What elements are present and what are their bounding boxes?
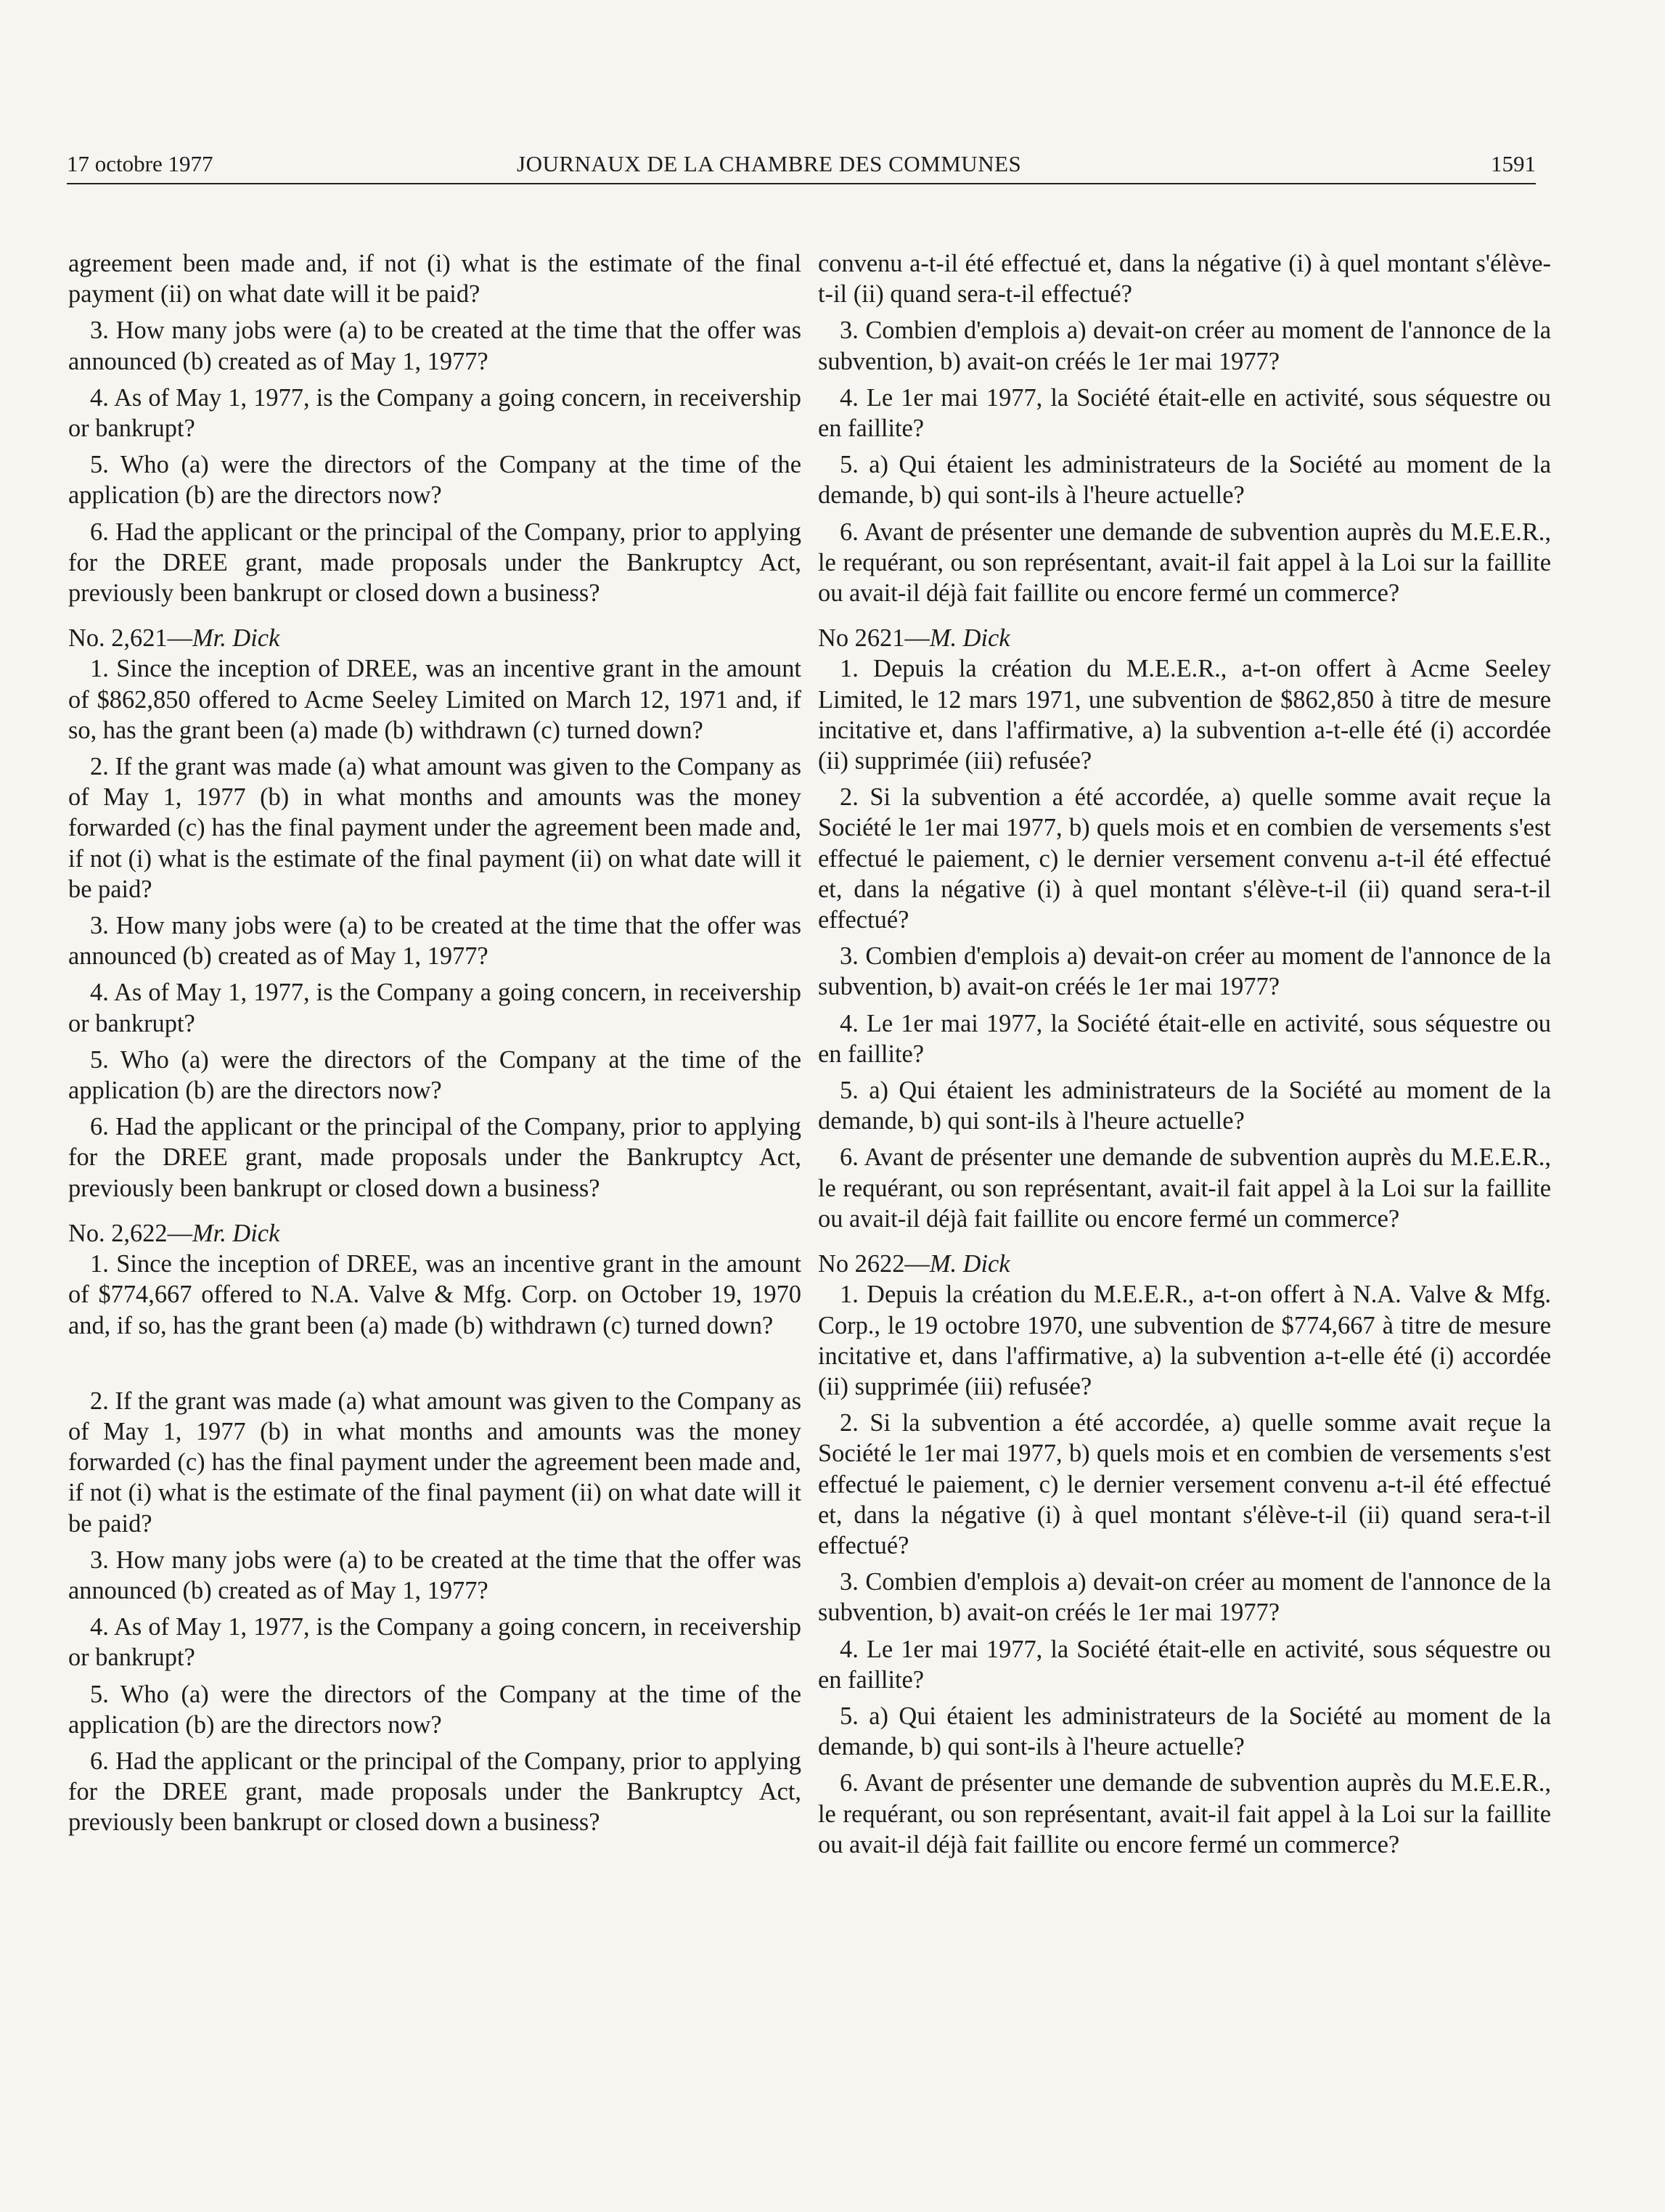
continued-paragraph: agreement been made and, if not (i) what is the estimate of the final payment (ii) on what date will it be paid? [68,250,801,309]
question-6: 6. Had the applicant or the principal of the Company, prior to applying for the DREE grant, made proposals under the Bankruptcy Act, previously been bankrupt or closed down a business? [68,518,801,608]
question-number: No 2621— [818,624,930,653]
english-column [68,248,801,1838]
question-heading-2622 [68,1218,801,1249]
page-number: 1591 [1491,151,1536,176]
question-1: 1. Since the inception of DREE, was an incentive grant in the amount of $862,850 offered to Acme Seeley Limited on March 12, 1971 and, if so, has the grant been (a) made (b) withdrawn (c) turned down? [68,655,801,744]
question-number: No. 2,621— [68,624,192,653]
question-3: 3. How many jobs were (a) to be created at the time that the offer was announced (b) created as of May 1, 1977? [68,317,801,375]
question-6: 6. Had the applicant or the principal of the Company, prior to applying for the DREE grant, made proposals under the Bankruptcy Act, previously been bankrupt or closed down a business? [68,1113,801,1202]
question-6: 6. Had the applicant or the principal of the Company, prior to applying for the DREE grant, made proposals under the Bankruptcy Act, previously been bankrupt or closed down a business? [68,1747,801,1837]
question-heading-2622 [818,1249,1551,1279]
header-date: 17 octobre 1977 [67,151,213,176]
question-4: 4. Le 1er mai 1977, la Société était-elle en activité, sous séquestre ou en faillite? [818,383,1551,443]
question-5: 5. a) Qui étaient les administrateurs de la Société au moment de la demande, b) qui sont-ils à l'heure actuelle? [818,451,1551,510]
member-name: M. Dick [929,624,1010,653]
question-5: 5. a) Qui étaient les administrateurs de la Société au moment de la demande, b) qui sont-ils à l'heure actuelle? [818,1077,1551,1135]
question-2: 2. Si la subvention a été accordée, a) quelle somme avait reçue la Société le 1er mai 1977, b) quels mois et en combien de versements s'est effectué le paiement, c) le dernier versement convenu a-t-il été effectué et, dans la négative (i) à quel montant s'élève-t-il (ii) quand sera-t-il effectué? [818,1409,1551,1559]
french-column [818,248,1551,1860]
member-name: M. Dick [929,1250,1010,1278]
question-5: 5. Who (a) were the directors of the Company at the time of the application (b) are the directors now? [68,1680,801,1739]
question-2: 2. Si la subvention a été accordée, a) quelle somme avait reçue la Société le 1er mai 1977, b) quels mois et en combien de versements s'est effectué le paiement, c) le dernier versement convenu a-t-il été effectué et, dans la négative (i) à quel montant s'élève-t-il (ii) quand sera-t-il effectué? [818,783,1551,934]
question-5: 5. Who (a) were the directors of the Company at the time of the application (b) are the directors now? [68,451,801,510]
question-1: 1. Since the inception of DREE, was an incentive grant in the amount of $774,667 offered to N.A. Valve & Mfg. Corp. on October 19, 1970 and, if so, has the grant been (a) made (b) withdrawn (c) turned down? [68,1250,801,1339]
question-4: 4. As of May 1, 1977, is the Company a going concern, in receivership or bankrupt? [68,383,801,443]
question-1: 1. Depuis la création du M.E.E.R., a-t-on offert à N.A. Valve & Mfg. Corp., le 19 octobre 1970, une subvention de $774,667 à titre de mesure incitative et, dans l'affirmative, a) la subvention a-t-elle été (i) accordée (ii) supprimée (iii) refusée? [818,1281,1551,1400]
question-3: 3. Combien d'emplois a) devait-on créer au moment de l'annonce de la subvention, b) avait-on créés le 1er mai 1977? [818,942,1551,1001]
member-name: Mr. Dick [192,1219,280,1247]
question-4: 4. Le 1er mai 1977, la Société était-elle en activité, sous séquestre ou en faillite? [818,1635,1551,1694]
question-heading-2621 [818,623,1551,653]
member-name: Mr. Dick [192,624,280,653]
question-2: 2. If the grant was made (a) what amount was given to the Company as of May 1, 1977 (b) in what months and amounts was the money forwarded (c) has the final payment under the agreement been made and, if not (i) what is the estimate of the final payment (ii) on what date will it be paid? [68,1387,801,1538]
question-6: 6. Avant de présenter une demande de subvention auprès du M.E.E.R., le requérant, ou son représentant, avait-il fait appel à la Loi sur la faillite ou avait-il déjà fait faillite ou encore fermé un commerce? [818,1143,1551,1233]
question-2: 2. If the grant was made (a) what amount was given to the Company as of May 1, 1977 (b) in what months and amounts was the money forwarded (c) has the final payment under the agreement been made and, if not (i) what is the estimate of the final payment (ii) on what date will it be paid? [68,753,801,903]
question-number: No. 2,622— [68,1219,192,1247]
question-5: 5. a) Qui étaient les administrateurs de la Société au moment de la demande, b) qui sont-ils à l'heure actuelle? [818,1702,1551,1761]
question-6: 6. Avant de présenter une demande de subvention auprès du M.E.E.R., le requérant, ou son représentant, avait-il fait appel à la Loi sur la faillite ou avait-il déjà fait faillite ou encore fermé un commerce? [818,518,1551,608]
question-heading-2621 [68,623,801,653]
question-4: 4. As of May 1, 1977, is the Company a going concern, in receivership or bankrupt? [68,1613,801,1672]
question-4: 4. Le 1er mai 1977, la Société était-elle en activité, sous séquestre ou en faillite? [818,1009,1551,1068]
question-3: 3. Combien d'emplois a) devait-on créer au moment de l'annonce de la subvention, b) avait-on créés le 1er mai 1977? [818,317,1551,375]
header-title: JOURNAUX DE LA CHAMBRE DES COMMUNES [517,151,1022,176]
question-1: 1. Depuis la création du M.E.E.R., a-t-on offert à Acme Seeley Limited, le 12 mars 1971, une subvention de $862,850 à titre de mesure incitative et, dans l'affirmative, a) la subvention a-t-elle été (i) accordée (ii) supprimée (iii) refusée? [818,655,1551,775]
question-6: 6. Avant de présenter une demande de subvention auprès du M.E.E.R., le requérant, ou son représentant, avait-il fait appel à la Loi sur la faillite ou avait-il déjà fait faillite ou encore fermé un commerce? [818,1769,1551,1858]
question-4: 4. As of May 1, 1977, is the Company a going concern, in receivership or bankrupt? [68,979,801,1037]
question-3: 3. Combien d'emplois a) devait-on créer au moment de l'annonce de la subvention, b) avait-on créés le 1er mai 1977? [818,1568,1551,1627]
page-header [67,144,1536,184]
question-3: 3. How many jobs were (a) to be created at the time that the offer was announced (b) created as of May 1, 1977? [68,912,801,971]
question-3: 3. How many jobs were (a) to be created at the time that the offer was announced (b) created as of May 1, 1977? [68,1546,801,1604]
question-5: 5. Who (a) were the directors of the Company at the time of the application (b) are the directors now? [68,1045,801,1105]
continued-paragraph: convenu a-t-il été effectué et, dans la négative (i) à quel montant s'élève-t-il (ii) quand sera-t-il effectué? [818,250,1551,309]
question-number: No 2622— [818,1250,930,1278]
